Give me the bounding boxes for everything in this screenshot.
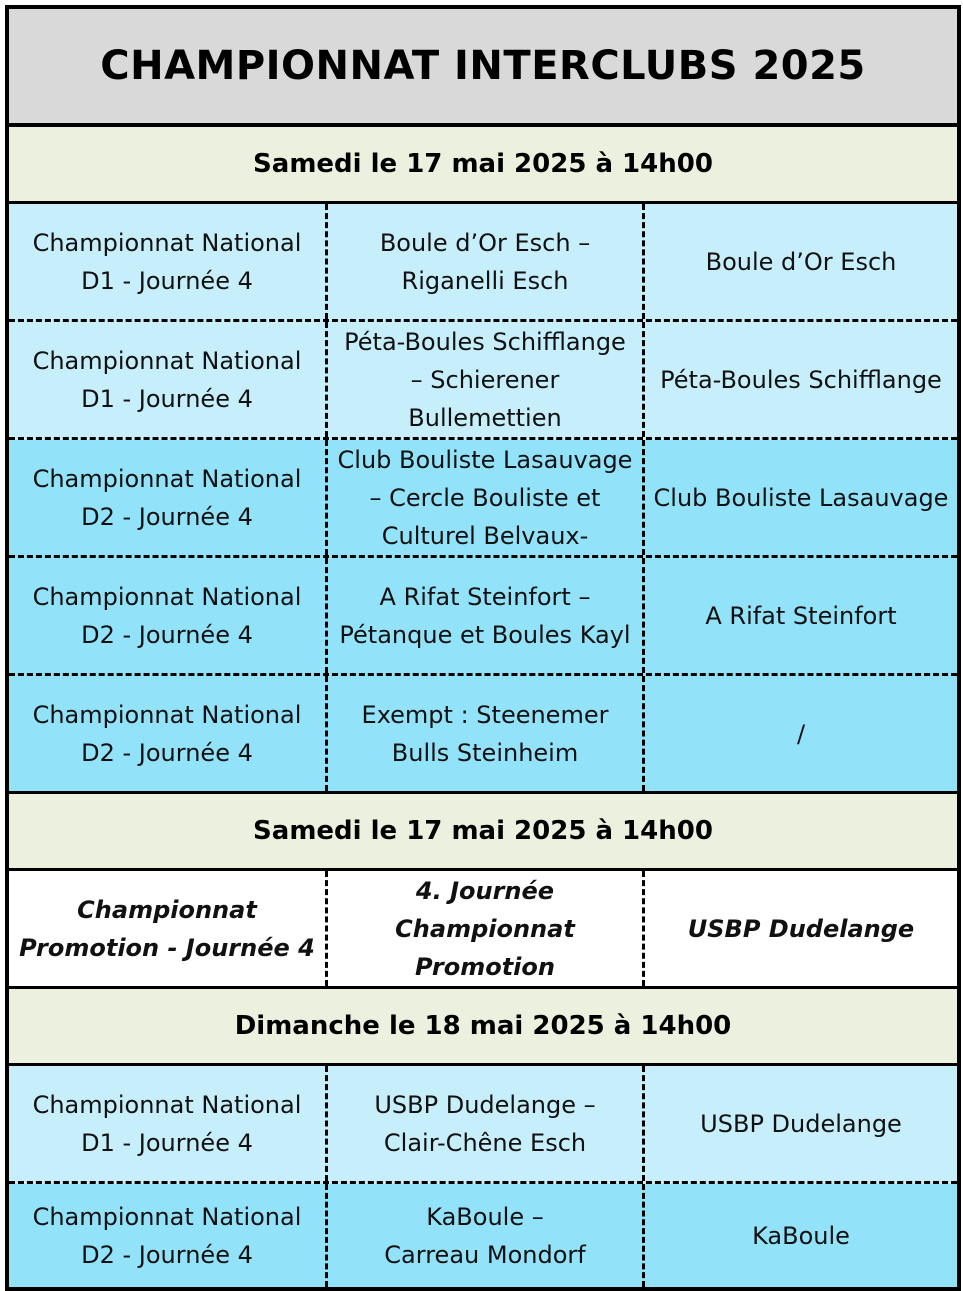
competition-cell: Championnat National D1 - Journée 4 [9,204,328,319]
venue-cell: Boule d’Or Esch [705,247,897,276]
match-cell: Club Bouliste Lasauvage – Cercle Bouliste et Culturel Belvaux- [328,440,645,555]
section-heading: Samedi le 17 mai 2025 à 14h00 [9,794,957,871]
match-cell: Boule d’Or Esch – Riganelli Esch [328,204,645,319]
table-row [9,322,957,440]
competition-cell: Championnat National D2 - Journée 4 [9,676,328,791]
table-row [9,204,957,322]
page-title: CHAMPIONNAT INTERCLUBS 2025 [9,9,957,127]
table-row [9,558,957,676]
venue-cell: Péta-Boules Schifflange [660,365,942,394]
competition-cell: Championnat National D1 - Journée 4 [9,1066,328,1181]
venue-cell: Club Bouliste Lasauvage [653,483,949,512]
section-heading: Dimanche le 18 mai 2025 à 14h00 [9,989,957,1066]
venue-cell: / [796,719,806,748]
table-row [9,440,957,558]
competition-cell: Championnat National D1 - Journée 4 [9,322,328,437]
table-row [9,1184,957,1287]
competition-cell: Championnat National D2 - Journée 4 [9,558,328,673]
competition-cell: Championnat National D2 - Journée 4 [9,440,328,555]
competition-cell: Championnat National D2 - Journée 4 [9,1184,328,1287]
table-row [9,871,957,989]
match-cell: Exempt : Steenemer Bulls Steinheim [328,676,645,791]
match-cell: Péta-Boules Schifflange – Schierener Bullemettien [328,322,645,437]
competition-cell: Championnat Promotion - Journée 4 [9,871,328,986]
schedule-sheet [5,5,961,1291]
match-cell: KaBoule – Carreau Mondorf [328,1184,645,1287]
venue-cell: KaBoule [752,1221,850,1250]
match-cell: USBP Dudelange – Clair-Chêne Esch [328,1066,645,1181]
table-row [9,676,957,794]
venue-cell: A Rifat Steinfort [705,601,897,630]
table-row [9,1066,957,1184]
venue-cell: USBP Dudelange [700,1109,902,1138]
section-heading: Samedi le 17 mai 2025 à 14h00 [9,127,957,204]
match-cell: A Rifat Steinfort – Pétanque et Boules Kayl [328,558,645,673]
venue-cell: USBP Dudelange [687,914,915,943]
match-cell: 4. Journée Championnat Promotion [328,871,645,986]
